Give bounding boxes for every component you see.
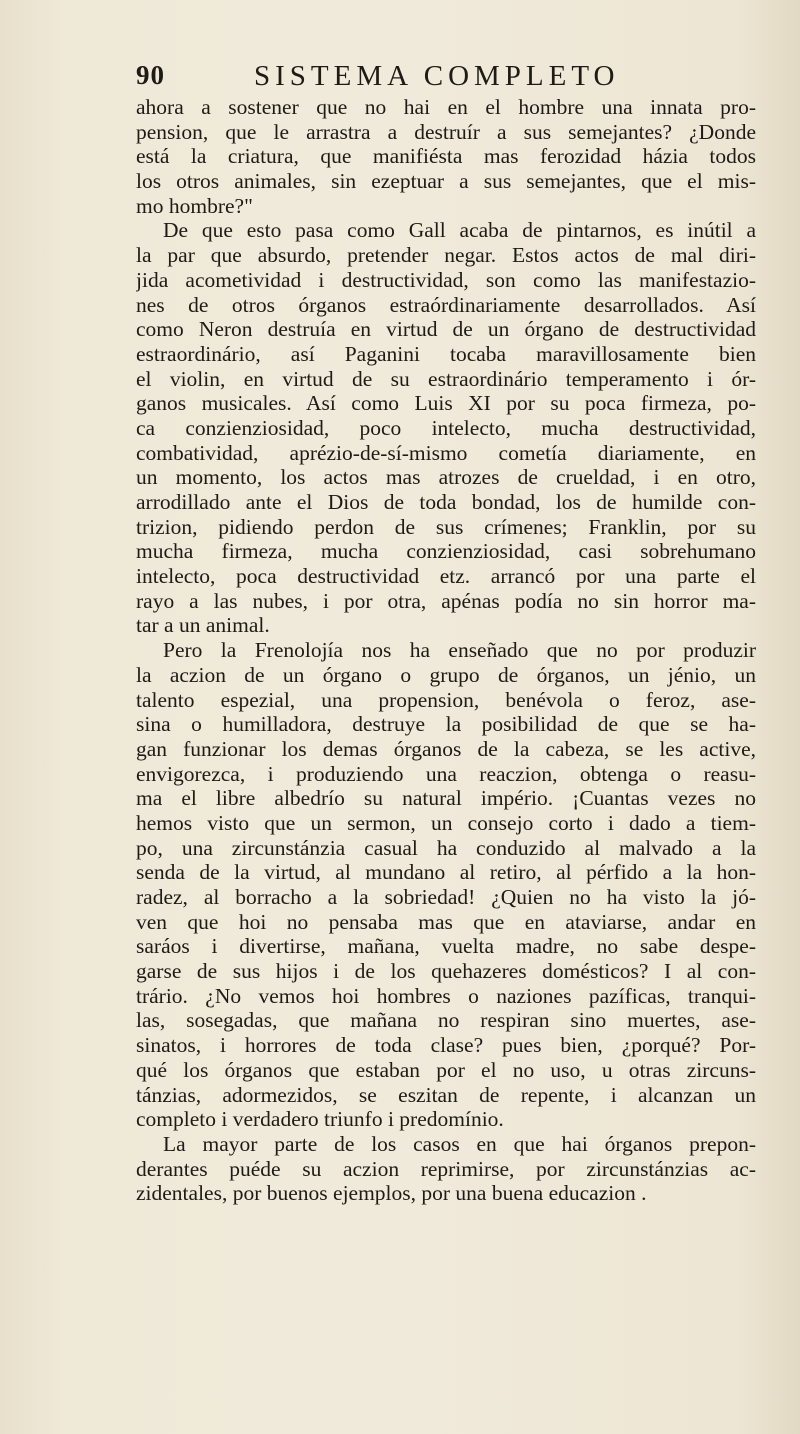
text-line: sinatos, i horrores de toda clase? pues bien, ¿porqué? Por- (136, 1033, 756, 1058)
text-line: gan funzionar los demas órganos de la cabeza, se les active, (136, 736, 756, 761)
text-line: la par que absurdo, pretender negar. Estos actos de mal diri- (136, 243, 756, 268)
text-line: qué los órganos que estaban por el no uso, u otras zircuns- (136, 1057, 756, 1082)
text-line: derantes puéde su aczion reprimirse, por zircunstánzias ac- (136, 1156, 756, 1181)
text-line: envigorezca, i produziendo una reaczion, obtenga o reasu- (136, 761, 756, 786)
body-text (136, 95, 756, 1206)
text-line: trário. ¿No vemos hoi hombres o naziones pazíficas, tranqui- (136, 983, 756, 1008)
text-line: tar a un animal. (136, 613, 270, 638)
text-line: saráos i divertirse, mañana, vuelta madre, no sabe despe- (136, 934, 756, 959)
text-line: radez, al borracho a la sobriedad! ¿Quien no ha visto la jó- (136, 885, 756, 909)
text-line: la aczion de un órgano o grupo de órganos, un jénio, un (136, 662, 756, 687)
text-line: po, una zircunstánzia casual ha conduzido al malvado a la (136, 835, 756, 860)
text-line: arrodillado ante el Dios de toda bondad, los de humilde con- (136, 490, 756, 514)
text-line: tánzias, adormezidos, se eszitan de repente, i alcanzan un (136, 1082, 756, 1107)
text-line: rayo a las nubes, i por otra, apénas podía no sin horror ma- (136, 588, 756, 613)
text-line: está la criatura, que manifiésta mas ferozidad házia todos (136, 144, 756, 169)
text-line: estraordinário, así Paganini tocaba maravillosamente bien (136, 341, 756, 366)
text-line: los otros animales, sin ezeptuar a sus semejantes, que el mis- (136, 169, 756, 194)
text-line: como Neron destruía en virtud de un órgano de destructividad (136, 317, 756, 342)
text-line: mucha firmeza, mucha conzienziosidad, casi sobrehumano (136, 539, 756, 564)
text-line: ca conzienziosidad, poco intelecto, mucha destructividad, (136, 415, 756, 440)
text-line: mo hombre?" (136, 193, 253, 218)
text-line: sina o humilladora, destruye la posibilidad de que se ha- (136, 712, 756, 737)
text-line: nes de otros órganos estraórdinariamente desarrollados. Así (136, 292, 756, 317)
text-line: ganos musicales. Así como Luis XI por su poca firmeza, po- (136, 391, 756, 416)
paragraph-start-line: De que esto pasa como Gall acaba de pintarnos, es inútil a (163, 218, 756, 243)
text-line: trizion, pidiendo perdon de sus crímenes; Franklin, por su (136, 514, 756, 539)
text-line: ahora a sostener que no hai en el hombre una innata pro- (136, 95, 756, 119)
paragraph-start-line: La mayor parte de los casos en que hai órganos prepon- (163, 1131, 756, 1156)
text-line: combatividad, aprézio-de-sí-mismo cometía diariamente, en (136, 440, 756, 465)
page-header (136, 60, 756, 94)
text-line: garse de sus hijos i de los quehazeres domésticos? I al con- (136, 959, 756, 984)
text-line: zidentales, por buenos ejemplos, por una buena educazion . (136, 1181, 647, 1206)
text-line: jida acometividad i destructividad, son como las manifestazio- (136, 267, 756, 292)
text-line: intelecto, poca destructividad etz. arrancó por una parte el (136, 564, 756, 589)
page-number: 90 (136, 60, 165, 90)
text-line: talento espezial, una propension, benévola o feroz, ase- (136, 687, 756, 712)
text-line: completo i verdadero triunfo i predomínio. (136, 1107, 504, 1132)
text-line: un momento, los actos mas atrozes de crueldad, i en otro, (136, 465, 756, 490)
text-line: senda de la virtud, al mundano al retiro, al pérfido a la hon- (136, 860, 756, 885)
text-line: ven que hoi no pensaba mas que en ataviarse, andar en (136, 909, 756, 934)
text-line: hemos visto que un sermon, un consejo corto i dado a tiem- (136, 810, 756, 835)
text-line: las, sosegadas, que mañana no respiran sino muertes, ase- (136, 1008, 756, 1033)
text-line: ma el libre albedrío su natural império. ¡Cuantas vezes no (136, 786, 756, 811)
text-line: el violin, en virtud de su estraordinário temperamento i ór- (136, 366, 756, 391)
text-line: pension, que le arrastra a destruír a sus semejantes? ¿Donde (136, 119, 756, 144)
running-head: SISTEMA COMPLETO (254, 60, 620, 92)
paragraph-start-line: Pero la Frenolojía nos ha enseñado que no por produzir (163, 638, 756, 663)
